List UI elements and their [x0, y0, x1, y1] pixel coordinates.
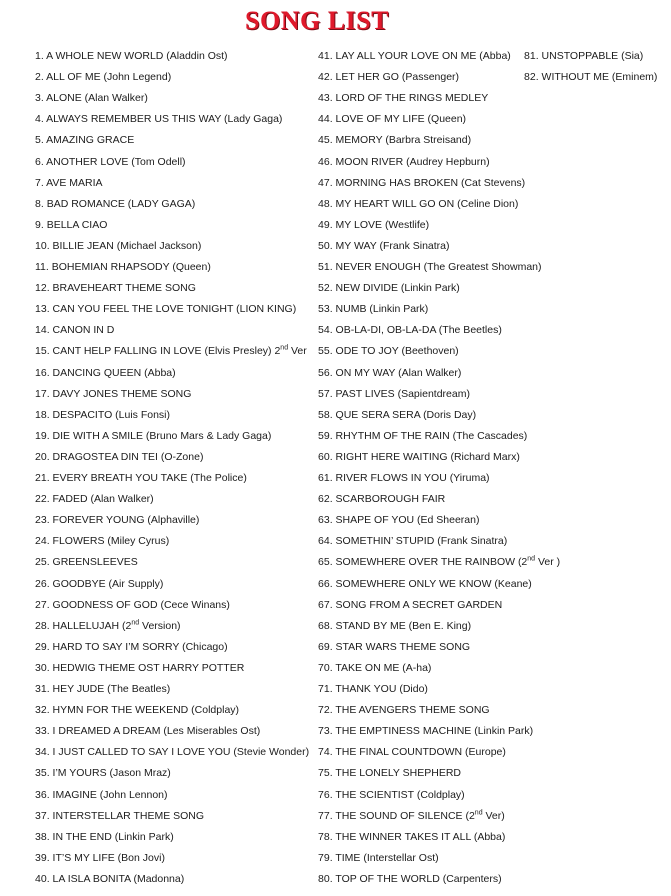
song-item: 80. TOP OF THE WORLD (Carpenters) [318, 872, 502, 885]
song-item: 50. MY WAY (Frank Sinatra) [318, 239, 450, 252]
song-item: 51. NEVER ENOUGH (The Greatest Showman) [318, 261, 542, 273]
song-item: 23. FOREVER YOUNG (Alphaville) [35, 514, 200, 527]
song-item: 66. SOMEWHERE ONLY WE KNOW (Keane) [318, 577, 532, 590]
song-number: 21 [35, 472, 47, 484]
song-item: 61. RIVER FLOWS IN YOU (Yiruma) [318, 472, 490, 484]
song-item: 19. DIE WITH A SMILE (Bruno Mars & Lady Gaga) [35, 429, 272, 442]
page-title: SONG LIST [245, 6, 389, 35]
song-title: GREENSLEEVES [52, 556, 138, 569]
song-title: WITHOUT ME (Eminem) [541, 71, 658, 84]
song-item: 25. GREENSLEEVES [35, 556, 138, 569]
song-item: 81. UNSTOPPABLE (Sia) [524, 50, 644, 62]
song-title: NEVER ENOUGH (The Greatest Showman) [335, 261, 542, 273]
song-title: EVERY BREATH YOU TAKE (The Police) [52, 472, 247, 484]
song-item: 14. CANON IN D [35, 324, 115, 337]
song-item: 53. NUMB (Linkin Park) [318, 303, 429, 316]
song-number: 36 [35, 788, 47, 801]
song-title: BILLIE JEAN (Michael Jackson) [52, 239, 202, 252]
song-number: 29 [35, 640, 47, 653]
song-item: 45. MEMORY (Barbra Streisand) [318, 134, 472, 147]
song-item: 47. MORNING HAS BROKEN (Cat Stevens) [318, 176, 526, 189]
song-number: 15 [35, 345, 47, 358]
song-number: 19 [35, 429, 47, 442]
song-item: 77. THE SOUND OF SILENCE (2nd Ver) [318, 809, 505, 822]
song-number: 52 [318, 282, 330, 295]
song-item: 79. TIME (Interstellar Ost) [318, 851, 439, 864]
song-title: ANOTHER LOVE (Tom Odell) [46, 155, 186, 168]
song-title: I DREAMED A DREAM (Les Miserables Ost) [52, 725, 261, 738]
song-item: 4. ALWAYS REMEMBER US THIS WAY (Lady Gaga) [35, 113, 283, 126]
song-title: SCARBOROUGH FAIR [335, 493, 446, 506]
song-title: RIVER FLOWS IN YOU (Yiruma) [335, 472, 490, 484]
song-number: 80 [318, 872, 330, 885]
song-item: 15. CANT HELP FALLING IN LOVE (Elvis Presley) 2nd Ver [35, 344, 307, 358]
song-number: 69 [318, 640, 330, 653]
song-item: 48. MY HEART WILL GO ON (Celine Dion) [318, 197, 519, 210]
song-title: CANT HELP FALLING IN LOVE (Elvis Presley) 2 [52, 345, 281, 358]
song-number: 18 [35, 408, 47, 421]
song-item: 67. SONG FROM A SECRET GARDEN [318, 598, 503, 611]
song-item: 82. WITHOUT ME (Eminem) [524, 71, 658, 84]
song-number: 60 [318, 450, 330, 463]
song-item: 57. PAST LIVES (Sapientdream) [318, 387, 470, 400]
song-number: 24 [35, 535, 47, 548]
song-number: 57 [318, 387, 330, 400]
song-number: 67 [318, 598, 330, 611]
song-title: THANK YOU (Dido) [335, 683, 428, 695]
song-title: LET HER GO (Passenger) [335, 71, 460, 84]
song-item: 8. BAD ROMANCE (LADY GAGA) [35, 197, 196, 210]
song-number: 77 [318, 809, 330, 822]
song-item: 46. MOON RIVER (Audrey Hepburn) [318, 155, 490, 168]
song-number: 26 [35, 577, 47, 590]
song-number: 27 [35, 598, 47, 611]
song-item: 60. RIGHT HERE WAITING (Richard Marx) [318, 450, 520, 463]
song-number: 34 [35, 746, 47, 759]
song-item: 29. HARD TO SAY I’M SORRY (Chicago) [35, 640, 228, 653]
song-number: 17 [35, 387, 47, 400]
song-number: 48 [318, 197, 330, 210]
song-number: 13 [35, 303, 47, 316]
song-number: 51 [318, 261, 330, 273]
song-item: 31. HEY JUDE (The Beatles) [35, 683, 171, 695]
song-title: PAST LIVES (Sapientdream) [335, 387, 470, 400]
song-title-suffix: Ver) [482, 809, 505, 822]
song-number: 73 [318, 725, 330, 738]
song-item: 6. ANOTHER LOVE (Tom Odell) [35, 155, 186, 168]
song-title: ALL OF ME (John Legend) [46, 71, 172, 84]
song-title: NEW DIVIDE (Linkin Park) [335, 282, 460, 295]
song-item: 70. TAKE ON ME (A-ha) [318, 661, 432, 674]
song-item: 58. QUE SERA SERA (Doris Day) [318, 408, 477, 421]
song-title: BAD ROMANCE (LADY GAGA) [46, 197, 196, 210]
song-title: IMAGINE (John Lennon) [52, 788, 168, 801]
song-number: 28 [35, 619, 47, 632]
song-item: 73. THE EMPTINESS MACHINE (Linkin Park) [318, 725, 534, 738]
song-item: 13. CAN YOU FEEL THE LOVE TONIGHT (LION KING) [35, 303, 297, 316]
song-title: LORD OF THE RINGS MEDLEY [335, 92, 489, 105]
ordinal-suffix: nd [131, 619, 140, 627]
song-item: 38. IN THE END (Linkin Park) [35, 830, 174, 843]
ordinal-suffix: nd [474, 809, 483, 817]
song-item: 21. EVERY BREATH YOU TAKE (The Police) [35, 472, 247, 484]
song-item: 37. INTERSTELLAR THEME SONG [35, 809, 205, 822]
song-title: SONG FROM A SECRET GARDEN [335, 598, 503, 611]
song-title: TIME (Interstellar Ost) [335, 851, 439, 864]
song-title: OB-LA-DI, OB-LA-DA (The Beetles) [335, 324, 502, 337]
song-title: DRAGOSTEA DIN TEI (O-Zone) [52, 450, 204, 463]
song-title: THE WINNER TAKES IT ALL (Abba) [335, 830, 506, 843]
song-number: 63 [318, 514, 330, 527]
song-title: FOREVER YOUNG (Alphaville) [52, 514, 200, 527]
song-title: BOHEMIAN RHAPSODY (Queen) [51, 261, 211, 273]
song-number: 12 [35, 282, 47, 295]
song-number: 37 [35, 809, 47, 822]
ordinal-suffix: nd [280, 344, 289, 352]
song-number: 1 [35, 50, 41, 62]
song-number: 44 [318, 113, 330, 126]
song-number: 64 [318, 535, 330, 548]
song-title: ON MY WAY (Alan Walker) [335, 366, 462, 379]
song-item: 10. BILLIE JEAN (Michael Jackson) [35, 239, 202, 252]
song-number: 61 [318, 472, 330, 484]
song-number: 45 [318, 134, 330, 147]
song-number: 58 [318, 408, 330, 421]
song-title: ODE TO JOY (Beethoven) [335, 345, 459, 358]
song-number: 75 [318, 767, 330, 780]
song-item: 65. SOMEWHERE OVER THE RAINBOW (2nd Ver ) [318, 555, 561, 569]
song-item: 75. THE LONELY SHEPHERD [318, 767, 461, 780]
ordinal-suffix: nd [527, 555, 536, 563]
song-title: ALONE (Alan Walker) [46, 92, 148, 105]
song-number: 71 [318, 683, 330, 695]
song-item: 63. SHAPE OF YOU (Ed Sheeran) [318, 514, 480, 527]
song-number: 74 [318, 746, 330, 759]
song-number: 9 [35, 218, 41, 231]
song-number: 30 [35, 661, 47, 674]
song-item: 62. SCARBOROUGH FAIR [318, 493, 446, 506]
song-item: 78. THE WINNER TAKES IT ALL (Abba) [318, 830, 506, 843]
song-item: 12. BRAVEHEART THEME SONG [35, 282, 196, 295]
song-title: DESPACITO (Luis Fonsi) [52, 408, 171, 421]
song-item: 28. HALLELUJAH (2nd Version) [35, 619, 181, 632]
song-number: 40 [35, 872, 47, 885]
song-number: 20 [35, 450, 47, 463]
song-item: 18. DESPACITO (Luis Fonsi) [35, 408, 171, 421]
song-number: 41 [318, 50, 330, 62]
song-title: SOMEWHERE ONLY WE KNOW (Keane) [335, 577, 532, 590]
song-item: 39. IT’S MY LIFE (Bon Jovi) [35, 851, 165, 864]
song-number: 8 [35, 197, 41, 210]
song-item: 3. ALONE (Alan Walker) [35, 92, 148, 105]
song-title: MOON RIVER (Audrey Hepburn) [335, 155, 490, 168]
song-title: SHAPE OF YOU (Ed Sheeran) [335, 514, 480, 527]
song-number: 5 [35, 134, 41, 147]
song-number: 54 [318, 324, 330, 337]
song-title: SOMEWHERE OVER THE RAINBOW (2 [335, 556, 528, 569]
song-title: THE FINAL COUNTDOWN (Europe) [335, 746, 506, 759]
song-item: 43. LORD OF THE RINGS MEDLEY [318, 92, 489, 105]
song-title: LAY ALL YOUR LOVE ON ME (Abba) [335, 50, 511, 62]
song-title: MEMORY (Barbra Streisand) [335, 134, 472, 147]
song-title: HARD TO SAY I’M SORRY (Chicago) [52, 640, 228, 653]
song-item: 2. ALL OF ME (John Legend) [35, 71, 172, 84]
song-item: 76. THE SCIENTIST (Coldplay) [318, 788, 465, 801]
song-number: 38 [35, 830, 47, 843]
song-item: 9. BELLA CIAO [35, 218, 108, 231]
song-number: 31 [35, 683, 47, 695]
song-number: 11 [35, 261, 46, 273]
song-number: 10 [35, 239, 47, 252]
song-title: FADED (Alan Walker) [52, 493, 154, 506]
song-title: QUE SERA SERA (Doris Day) [335, 408, 477, 421]
song-title: DAVY JONES THEME SONG [52, 387, 192, 400]
song-title: HEDWIG THEME OST HARRY POTTER [52, 661, 245, 674]
song-item: 33. I DREAMED A DREAM (Les Miserables Ost) [35, 725, 261, 738]
song-item: 72. THE AVENGERS THEME SONG [318, 704, 490, 717]
song-title: MORNING HAS BROKEN (Cat Stevens) [335, 176, 526, 189]
song-item: 74. THE FINAL COUNTDOWN (Europe) [318, 746, 506, 759]
song-number: 22 [35, 493, 47, 506]
song-number: 53 [318, 303, 330, 316]
song-title: CAN YOU FEEL THE LOVE TONIGHT (LION KING) [52, 303, 297, 316]
song-item: 1. A WHOLE NEW WORLD (Aladdin Ost) [35, 50, 228, 62]
song-number: 68 [318, 619, 330, 632]
song-title: ALWAYS REMEMBER US THIS WAY (Lady Gaga) [46, 113, 283, 126]
song-item: 64. SOMETHIN’ STUPID (Frank Sinatra) [318, 535, 508, 548]
song-number: 6 [35, 155, 41, 168]
song-number: 35 [35, 767, 47, 780]
song-title: UNSTOPPABLE (Sia) [541, 50, 644, 62]
song-item: 5. AMAZING GRACE [35, 134, 135, 147]
song-title: NUMB (Linkin Park) [335, 303, 429, 316]
song-number: 3 [35, 92, 41, 105]
song-title: LOVE OF MY LIFE (Queen) [335, 113, 467, 126]
song-number: 14 [35, 324, 47, 337]
song-title: HALLELUJAH (2 [52, 619, 132, 632]
song-item: 32. HYMN FOR THE WEEKEND (Coldplay) [35, 704, 240, 717]
song-number: 42 [318, 71, 330, 84]
song-item: 44. LOVE OF MY LIFE (Queen) [318, 113, 467, 126]
song-item: 30. HEDWIG THEME OST HARRY POTTER [35, 661, 245, 674]
song-title: DIE WITH A SMILE (Bruno Mars & Lady Gaga) [52, 429, 272, 442]
song-title: RIGHT HERE WAITING (Richard Marx) [335, 450, 520, 463]
song-item: 69. STAR WARS THEME SONG [318, 640, 471, 653]
song-number: 47 [318, 176, 330, 189]
song-item: 26. GOODBYE (Air Supply) [35, 577, 164, 590]
song-title: I’M YOURS (Jason Mraz) [52, 767, 171, 780]
song-item: 24. FLOWERS (Miley Cyrus) [35, 535, 170, 548]
song-number: 33 [35, 725, 47, 738]
song-number: 50 [318, 239, 330, 252]
song-title: A WHOLE NEW WORLD (Aladdin Ost) [46, 50, 228, 62]
song-item: 34. I JUST CALLED TO SAY I LOVE YOU (Stevie Wonder) [35, 746, 310, 759]
song-title-suffix: Ver ) [535, 556, 561, 569]
song-title: THE AVENGERS THEME SONG [335, 704, 490, 717]
song-item: 36. IMAGINE (John Lennon) [35, 788, 168, 801]
song-number: 65 [318, 556, 330, 569]
song-title: MY WAY (Frank Sinatra) [335, 239, 450, 252]
song-number: 55 [318, 345, 330, 358]
song-title: TOP OF THE WORLD (Carpenters) [335, 872, 502, 885]
song-item: 68. STAND BY ME (Ben E. King) [318, 619, 472, 632]
song-number: 56 [318, 366, 330, 379]
song-item: 71. THANK YOU (Dido) [318, 683, 428, 695]
song-title: I JUST CALLED TO SAY I LOVE YOU (Stevie Wonder) [52, 746, 310, 759]
song-item: 17. DAVY JONES THEME SONG [35, 387, 192, 400]
song-title: BRAVEHEART THEME SONG [52, 282, 196, 295]
song-number: 4 [35, 113, 41, 126]
song-number: 78 [318, 830, 330, 843]
song-item: 7. AVE MARIA [35, 176, 103, 189]
song-title: INTERSTELLAR THEME SONG [52, 809, 205, 822]
song-item: 49. MY LOVE (Westlife) [318, 218, 430, 231]
song-item: 40. LA ISLA BONITA (Madonna) [35, 872, 185, 885]
song-item: 22. FADED (Alan Walker) [35, 493, 154, 506]
song-number: 23 [35, 514, 47, 527]
song-number: 62 [318, 493, 330, 506]
song-title: BELLA CIAO [46, 218, 108, 231]
song-item: 52. NEW DIVIDE (Linkin Park) [318, 282, 460, 295]
song-item: 42. LET HER GO (Passenger) [318, 71, 460, 84]
song-item: 35. I’M YOURS (Jason Mraz) [35, 767, 171, 780]
song-number: 66 [318, 577, 330, 590]
song-title: LA ISLA BONITA (Madonna) [52, 872, 185, 885]
song-title: SOMETHIN’ STUPID (Frank Sinatra) [335, 535, 508, 548]
song-item: 56. ON MY WAY (Alan Walker) [318, 366, 462, 379]
song-title-suffix: Ver [288, 345, 307, 358]
song-number: 81 [524, 50, 536, 62]
song-number: 49 [318, 218, 330, 231]
song-title: GOODNESS OF GOD (Cece Winans) [52, 598, 230, 611]
song-title: HYMN FOR THE WEEKEND (Coldplay) [52, 704, 240, 717]
song-title: AVE MARIA [46, 176, 103, 189]
song-number: 43 [318, 92, 330, 105]
song-item: 41. LAY ALL YOUR LOVE ON ME (Abba) [318, 50, 511, 62]
song-number: 70 [318, 661, 330, 674]
song-title: IT’S MY LIFE (Bon Jovi) [52, 851, 165, 864]
song-number: 39 [35, 851, 47, 864]
song-item: 55. ODE TO JOY (Beethoven) [318, 345, 459, 358]
song-title: MY HEART WILL GO ON (Celine Dion) [335, 197, 519, 210]
song-title: CANON IN D [52, 324, 115, 337]
song-number: 82 [524, 71, 536, 84]
song-title: THE LONELY SHEPHERD [335, 767, 461, 780]
song-number: 25 [35, 556, 47, 569]
song-number: 72 [318, 704, 330, 717]
song-item: 20. DRAGOSTEA DIN TEI (O-Zone) [35, 450, 204, 463]
song-number: 16 [35, 366, 47, 379]
song-item: 11. BOHEMIAN RHAPSODY (Queen) [35, 261, 211, 273]
song-title: GOODBYE (Air Supply) [52, 577, 164, 590]
song-title-suffix: Version) [139, 619, 181, 632]
song-item: 59. RHYTHM OF THE RAIN (The Cascades) [318, 429, 528, 442]
song-title: IN THE END (Linkin Park) [52, 830, 174, 843]
song-number: 2 [35, 71, 41, 84]
song-item: 16. DANCING QUEEN (Abba) [35, 366, 176, 379]
song-title: HEY JUDE (The Beatles) [52, 683, 171, 695]
song-number: 79 [318, 851, 330, 864]
song-item: 27. GOODNESS OF GOD (Cece Winans) [35, 598, 230, 611]
song-title: STAND BY ME (Ben E. King) [335, 619, 472, 632]
song-number: 46 [318, 155, 330, 168]
song-title: FLOWERS (Miley Cyrus) [52, 535, 170, 548]
song-title: STAR WARS THEME SONG [335, 640, 471, 653]
song-title: THE SCIENTIST (Coldplay) [335, 788, 465, 801]
song-number: 76 [318, 788, 330, 801]
song-title: THE EMPTINESS MACHINE (Linkin Park) [335, 725, 534, 738]
song-title: RHYTHM OF THE RAIN (The Cascades) [335, 429, 528, 442]
song-title: DANCING QUEEN (Abba) [52, 366, 176, 379]
song-item: 54. OB-LA-DI, OB-LA-DA (The Beetles) [318, 324, 502, 337]
song-title: MY LOVE (Westlife) [335, 218, 430, 231]
song-title: THE SOUND OF SILENCE (2 [335, 809, 475, 822]
song-number: 59 [318, 429, 330, 442]
song-number: 7 [35, 176, 41, 189]
song-number: 32 [35, 704, 47, 717]
song-title: TAKE ON ME (A-ha) [335, 661, 432, 674]
song-title: AMAZING GRACE [46, 134, 135, 147]
